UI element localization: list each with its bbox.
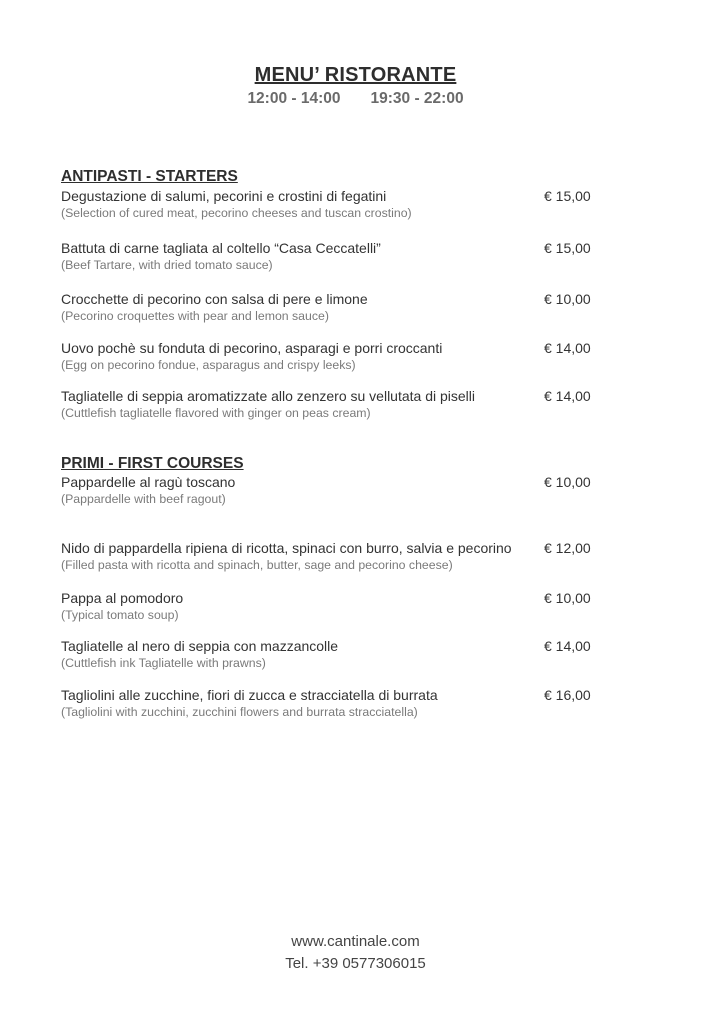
item-name: Battuta di carne tagliata al coltello “Casa Ceccatelli”	[61, 240, 381, 256]
item-description: (Cuttlefish tagliatelle flavored with ginger on peas cream)	[61, 406, 371, 420]
section-title-primi: PRIMI - FIRST COURSES	[61, 455, 244, 472]
item-description: (Egg on pecorino fondue, asparagus and crispy leeks)	[61, 358, 356, 372]
item-description: (Beef Tartare, with dried tomato sauce)	[61, 258, 273, 272]
menu-item	[61, 638, 621, 671]
menu-item	[61, 540, 621, 573]
item-name: Tagliolini alle zucchine, fiori di zucca e stracciatella di burrata	[61, 687, 438, 703]
item-price: € 10,00	[544, 291, 591, 307]
item-description: (Pecorino croquettes with pear and lemon sauce)	[61, 309, 329, 323]
item-name: Degustazione di salumi, pecorini e crostini di fegatini	[61, 188, 387, 204]
item-price: € 15,00	[544, 240, 591, 256]
menu-item	[61, 687, 621, 720]
item-description: (Typical tomato soup)	[61, 608, 179, 622]
section-title-antipasti: ANTIPASTI - STARTERS	[61, 168, 238, 185]
item-name: Tagliatelle al nero di seppia con mazzancolle	[61, 638, 339, 654]
item-price: € 14,00	[544, 388, 591, 404]
item-name: Uovo pochè su fonduta di pecorino, asparagi e porri croccanti	[61, 340, 443, 356]
menu-item	[61, 291, 621, 324]
menu-item	[61, 590, 621, 623]
item-name: Nido di pappardella ripiena di ricotta, spinaci con burro, salvia e pecorino	[61, 540, 512, 556]
item-price: € 14,00	[544, 340, 591, 356]
item-name: Pappardelle al ragù toscano	[61, 474, 236, 490]
item-price: € 12,00	[544, 540, 591, 556]
menu-item	[61, 240, 621, 273]
item-description: (Selection of cured meat, pecorino cheeses and tuscan crostino)	[61, 206, 412, 220]
menu-item	[61, 340, 621, 373]
item-name: Tagliatelle di seppia aromatizzate allo zenzero su vellutata di piselli	[61, 388, 476, 404]
item-description: (Cuttlefish ink Tagliatelle with prawns)	[61, 656, 266, 670]
item-price: € 10,00	[544, 474, 591, 490]
menu-item	[61, 188, 621, 221]
item-description: (Tagliolini with zucchini, zucchini flowers and burrata stracciatella)	[61, 705, 418, 719]
item-description: (Pappardelle with beef ragout)	[61, 492, 226, 506]
item-price: € 10,00	[544, 590, 591, 606]
menu-item	[61, 474, 621, 507]
phone-number[interactable]: Tel. +39 0577306015	[285, 955, 426, 972]
dinner-hours: 19:30 - 22:00	[370, 90, 464, 107]
opening-hours	[0, 90, 711, 108]
menu-item	[61, 388, 621, 421]
lunch-hours: 12:00 - 14:00	[247, 90, 341, 107]
menu-title: MENU’ RISTORANTE	[254, 64, 457, 86]
item-price: € 16,00	[544, 687, 591, 703]
item-name: Pappa al pomodoro	[61, 590, 184, 606]
item-description: (Filled pasta with ricotta and spinach, butter, sage and pecorino cheese)	[61, 558, 453, 572]
website-link[interactable]: www.cantinale.com	[291, 933, 420, 950]
item-price: € 14,00	[544, 638, 591, 654]
item-price: € 15,00	[544, 188, 591, 204]
item-name: Crocchette di pecorino con salsa di pere e limone	[61, 291, 368, 307]
